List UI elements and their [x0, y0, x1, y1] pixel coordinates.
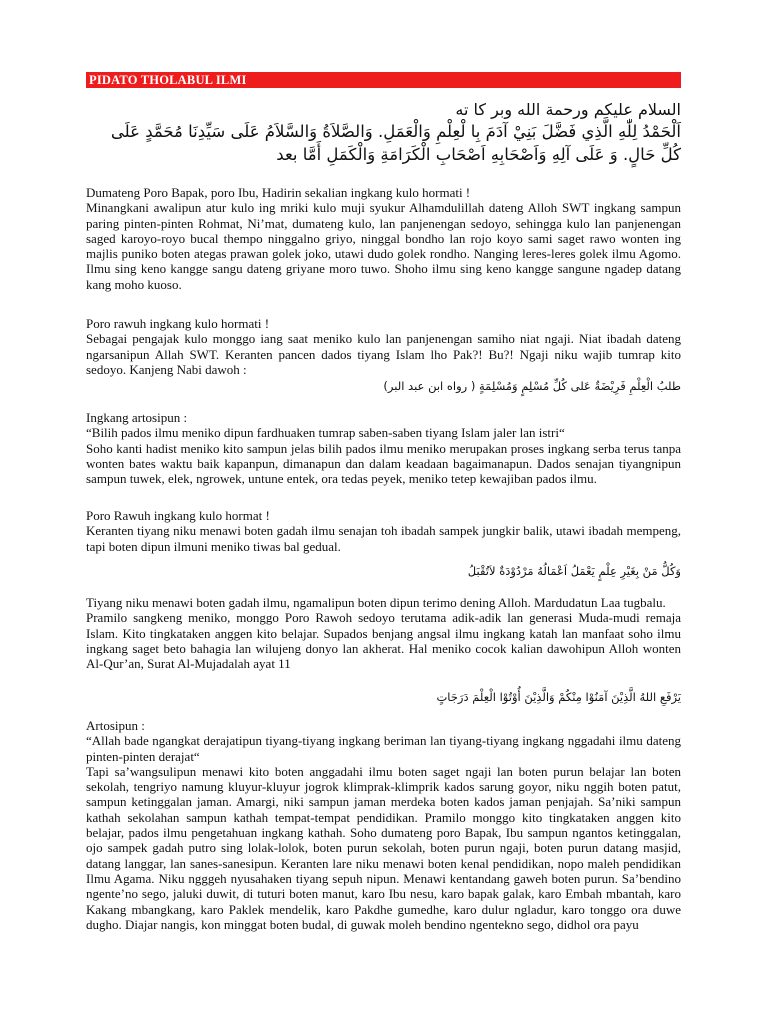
translation-heading: Artosipun :: [86, 718, 145, 733]
arabic-quote-amal: وَكُلُّ مَنْ بِغَيْرِ عِلْمٍ يَعْمَلُ اَعْمَالُهُ مَرْدُوْدَةٌ لاَتُقْبَلُ: [467, 564, 681, 578]
niat-paragraph: Sebagai pengajak kulo monggo iang saat meniko kulo lan panjenengan samiho niat ngaji. Niat ibadah dateng ngarsanipun Allah SWT. Keranten pancen dados tiyang Islam lho Pak?! Bu?! Ngaji niku wajib tumrap kito sedoyo. Kanjeng Nabi dawoh :: [86, 331, 681, 377]
section-artosipun-1: [86, 410, 681, 486]
ayat-translation: “Allah bade ngangkat derajatipun tiyang-tiyang ingkang beriman lan tiyang-tiyang ingkang nggadahi ilmu dateng pinten-pinten derajat“: [86, 733, 681, 764]
arabic-hamdalah: اَلْحَمْدُ لِلّٰهِ الَّذِي فَضَّلَ بَنِيْ آدَمَ بِا لْعِلْمِ وَالْعَمَلِ. وَالصَّلاَةُ وَالسَّلاَمُ عَلَى سَيِّدِنَا مُحَمَّدٍ عَلَى كُلِّ حَالٍ. وَ عَلَى آلِهِ وَاَصْحَابِهِ اَصْحَابِ الْكَرَامَةِ وَالْكَمَلِ أَمَّا بعد: [110, 122, 681, 164]
section-niat-ngaji: [86, 316, 681, 377]
opening-paragraph: Minangkani awalipun atur kulo ing mriki kulo muji syukur Alhamdulillah dateng Alloh SWT ingkang sampun paring pinten-pinten Rohmat, Ni’mat, dumateng kulo, lan panjenengan sedoyo, sehingga kulo lan panjenengan saged karoyo-royo bucal thempo ninggalno griyo, ninggal bondho lan rojo koyo sami saget rawo wonten ing majlis puniko boten ategas prawan golek joko, utawi dudo golek rondho. Nanging leres-leres golek ilmu Agomo. Ilmu sing keno kangge sangu dateng griyane moro tuwo. Shoho ilmu sing keno kangge sangune ngadep datang kang moho kuoso.: [86, 200, 681, 292]
translation-heading: Ingkang artosipun :: [86, 410, 188, 425]
section-opening: [86, 185, 681, 292]
belajar-paragraph: Pramilo sangkeng meniko, monggo Poro Rawoh sedoyo terutama adik-adik lan generasi Muda-mudi remaja Islam. Kito tingkataken anggen kito belajar. Supados benjang angsal ilmu ingkang katah lan manfaat soho ilmu ingkang saget beto bahagia lan wilujeng donyo lan akherat. Hal meniko cocok kalian dawohipun Alloh wonten Al-Qur’an, Surat Al-Mujadalah ayat 11: [86, 610, 681, 672]
section-ibadah: [86, 508, 681, 554]
section-artosipun-2: [86, 718, 681, 932]
greeting-heading: Poro rawuh ingkang kulo hormati !: [86, 316, 270, 331]
hadith-arabic: طلبُ الْعِلْمِ فَرِيْضَةٌ عَلى كُلِّ مُسْلِمٍ وَمُسْلِمَةٍ ( رواه ابن عبد البر): [383, 379, 681, 393]
ibadah-paragraph: Keranten tiyang niku menawi boten gadah ilmu senajan toh ibadah sampek jungkir balik, utawi ibadah mempeng, tapi boten dipun ilmuni meniko tiwas bal gedual.: [86, 523, 681, 554]
hadith-translation: “Bilih pados ilmu meniko dipun fardhuaken tumrap saben-saben tiyang Islam jaler lan istri“: [86, 425, 565, 441]
quran-ayat: يَرْفَعِ اللهُ الَّذِيْنَ آمَنُوْا مِنْكُمْ وَالَّذِيْنَ أُوْتُوْا الْعِلْمَ دَرَجَاتٍ: [436, 690, 681, 704]
amal-paragraph: Tiyang niku menawi boten gadah ilmu, ngamalipun boten dipun terimo dening Alloh. Mardudatun Laa tugbalu.: [86, 595, 666, 610]
section-belajar: [86, 595, 681, 671]
explanation-paragraph: Soho kanti hadist meniko kito sampun jelas bilih pados ilmu meniko merupakan proses ingkang serba terus tanpa wonten bates waktu baik kapanpun, dimanapun dan dalam keadaan bagaimanapun. Dados senajan tiyangnipun sampun tuwek, elek, ngrowek, untune entek, ora tedas peyek, meniko tetep kewajiban pados ilmu.: [86, 440, 681, 487]
arabic-salam: السلام عليكم ورحمة الله وبر كا ته: [455, 100, 681, 119]
greeting-heading: Poro Rawuh ingkang kulo hormat !: [86, 508, 270, 523]
greeting-heading: Dumateng Poro Bapak, poro Ibu, Hadirin sekalian ingkang kulo hormati !: [86, 185, 471, 200]
document-title: PIDATO THOLABUL ILMI: [86, 72, 681, 88]
closing-paragraph: Tapi sa’wangsulipun menawi kito boten anggadahi ilmu boten saget ngaji lan boten purun belajar lan boten sekolah, tengriyo namung kluyur-kluyur jogrok klimprak-klimprik kados sarung goyor, niku nggih boten patut, sampun ketinggalan jaman. Amargi, niki sampun jaman merdeka boten kados jaman penjajah. Sa’niki sampun kathah sekolahan sampun kathah tempat-tempat pendidikan. Pramilo monggo kito tingkataken anggen kito belajar, pados ilmu pengetahuan ingkang kathah. Soho dumateng poro Bapak, Ibu sampun ngantos ketinggalan, ojo sampek gadah putro sing lolak-lolok, boten purun sekolah, boten purun ngaji, boten purun datang masjid, datang langgar, lan sanes-sanesipun. Keranten lare niku menawi boten kenal pendidikan, nopo maleh pendidikan Ilmu Agama. Niku ngggeh nyusahaken tiyang sepuh nipun. Menawi kentandang gaweh boten purun. Sa’bendino ngente’no sego, jaluki duwit, di tuturi boten manut, karo Ibu nesu, karo bapak galak, karo Embah mbantah, karo Kakang mbangkang, karo Paklek mendelik, karo Pakdhe gumedhe, karo dulur ngladur, karo tonggo ora duwe dugho. Diajar nangis, kon minggat boten budal, di guwak moleh bendino ngentekno sego, didhol ora payu: [86, 763, 681, 932]
